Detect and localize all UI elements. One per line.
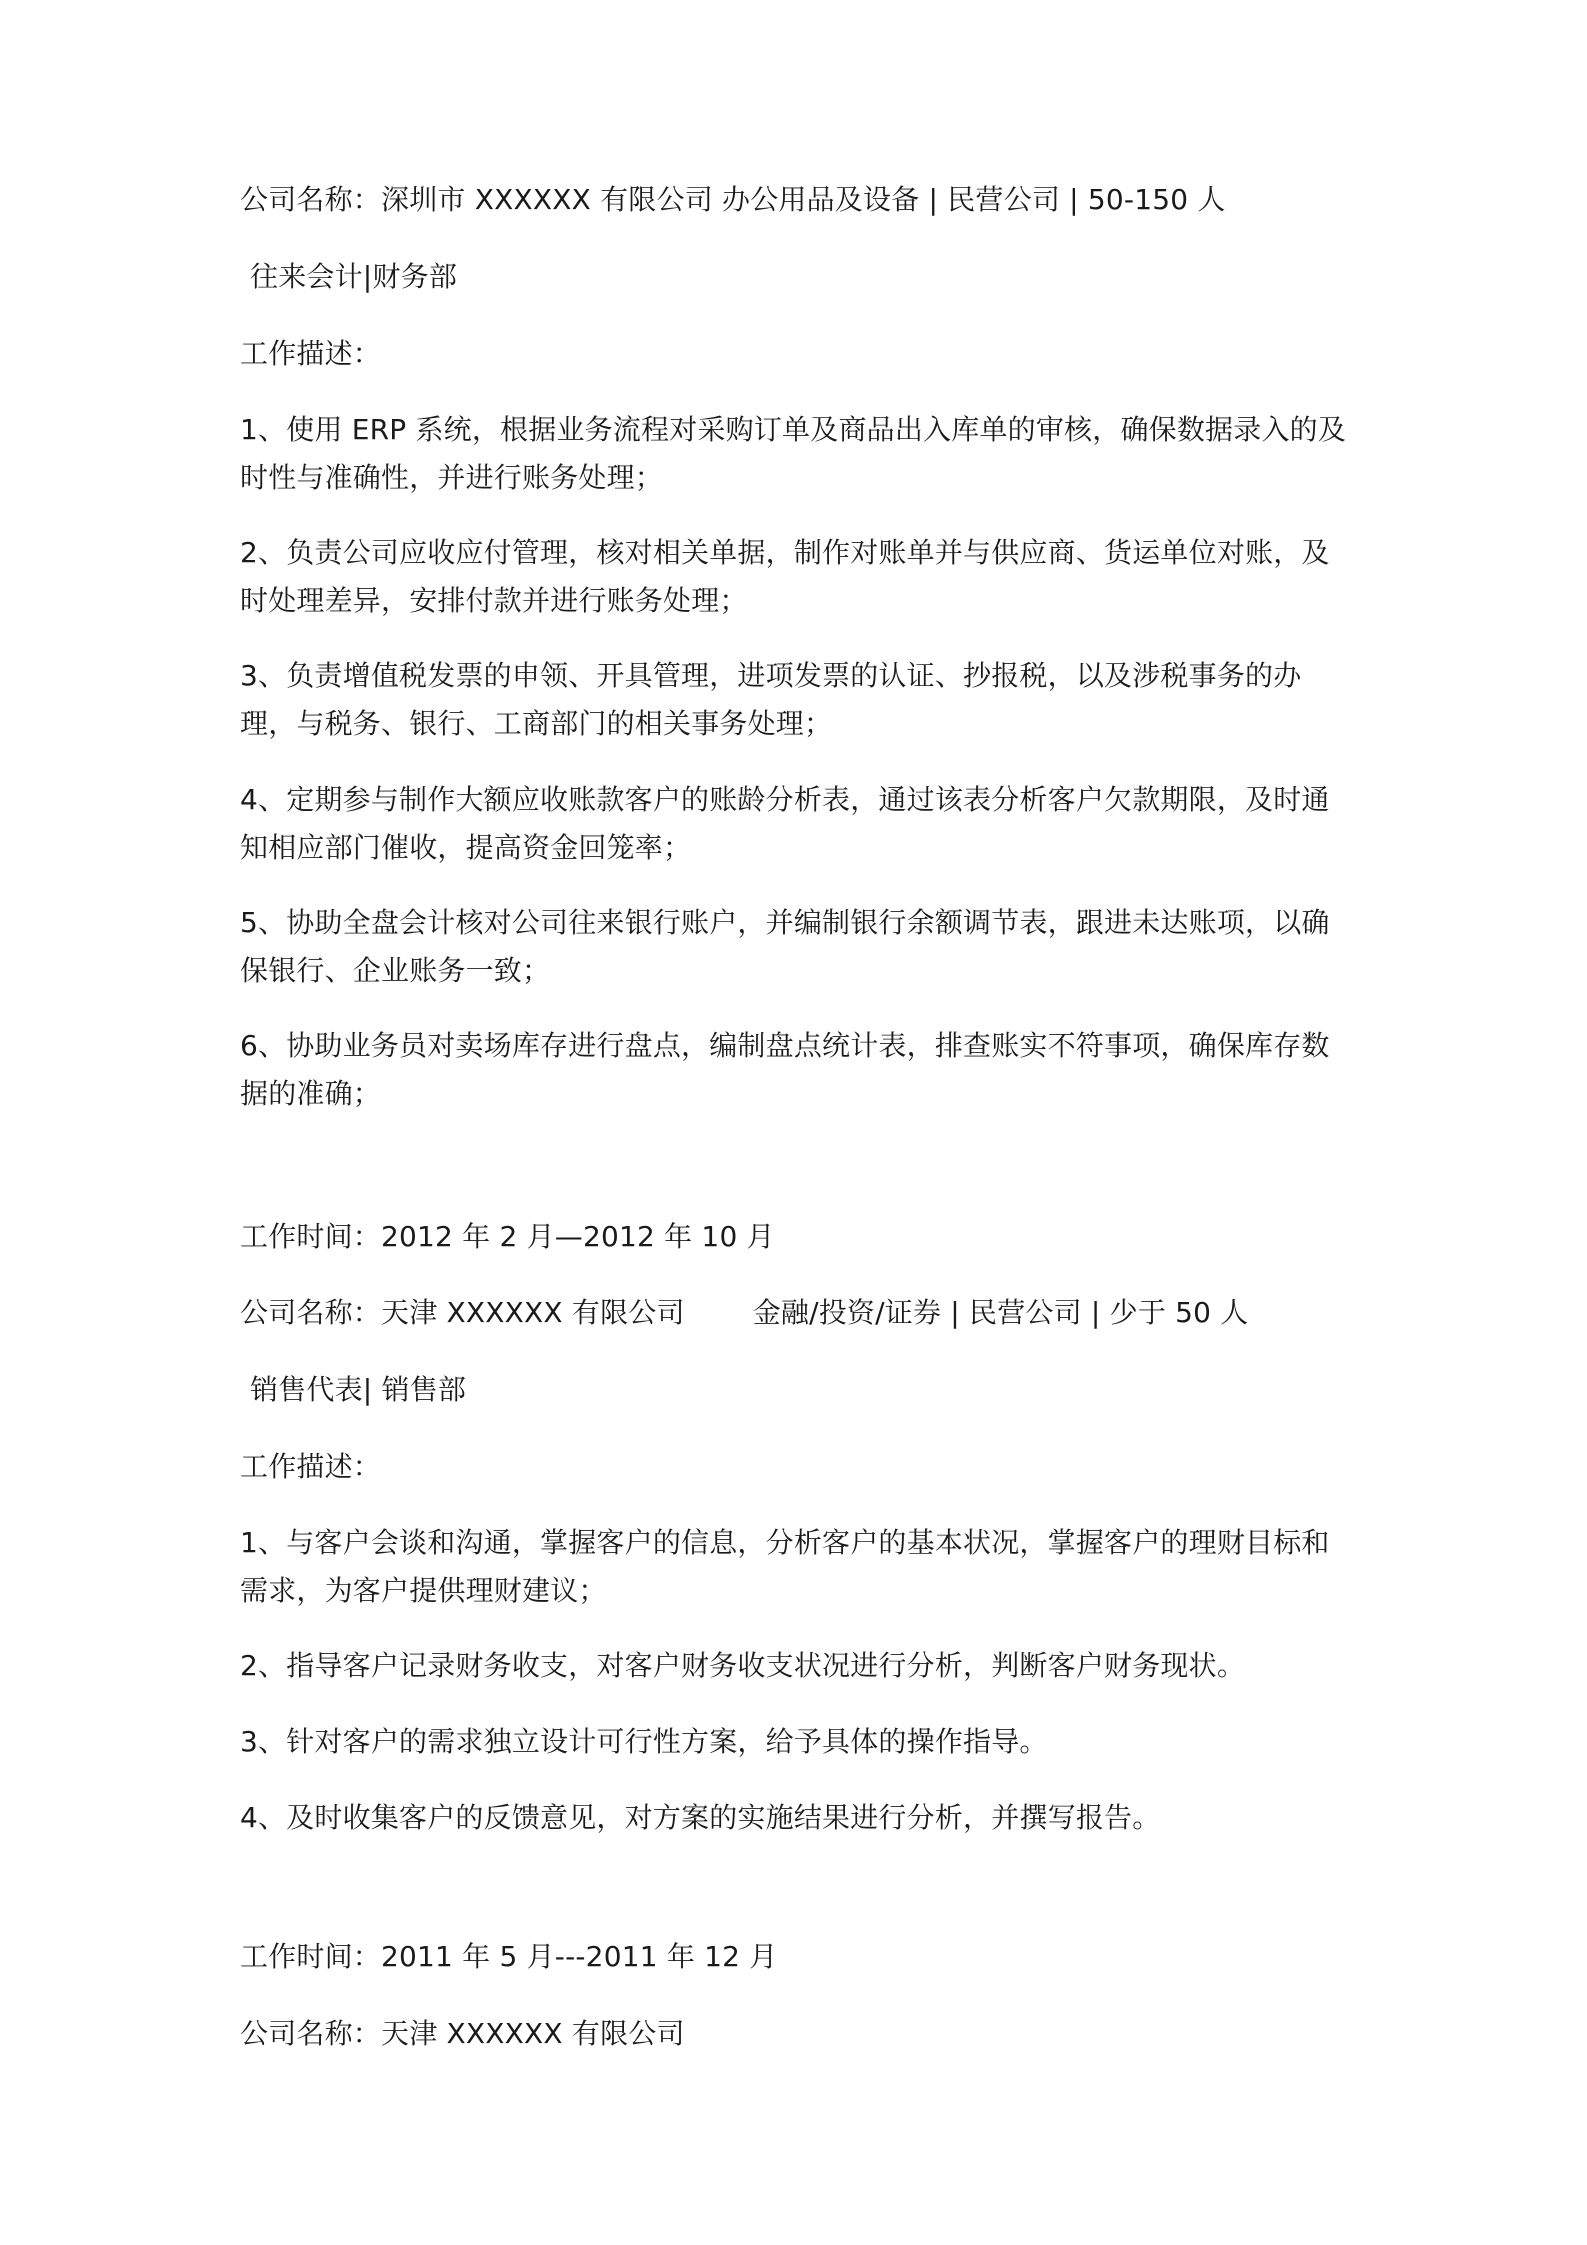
job2-duty-4: 4、及时收集客户的反馈意见，对方案的实施结果进行分析，并撰写报告。 (240, 1801, 1161, 1834)
job2-position: 销售代表| 销售部 (250, 1373, 467, 1406)
job3-company-name: 公司名称：天津 XXXXXX 有限公司 (240, 2017, 685, 2050)
job2-company-line (240, 1289, 1248, 1337)
job1-duty-6: 6、协助业务员对卖场库存进行盘点，编制盘点统计表，排查账实不符事项，确保库存数据的准确； (240, 1029, 1330, 1110)
job1-description-label: 工作描述： (240, 337, 382, 370)
job1-position: 往来会计|财务部 (250, 260, 458, 293)
job2-duty-3: 3、针对客户的需求独立设计可行性方案，给予具体的操作指导。 (240, 1725, 1048, 1758)
job1-duty-2: 2、负责公司应收应付管理，核对相关单据，制作对账单并与供应商、货运单位对账，及时处理差异，安排付款并进行账务处理； (240, 536, 1330, 617)
job1-duty-3: 3、负责增值税发票的申领、开具管理，进项发票的认证、抄报税，以及涉税事务的办理，与税务、银行、工商部门的相关事务处理； (240, 659, 1302, 740)
job2-company-info: 金融/投资/证券 | 民营公司 | 少于 50 人 (752, 1296, 1249, 1329)
job2-description-label: 工作描述： (240, 1450, 382, 1483)
job2-duty-1: 1、与客户会谈和沟通，掌握客户的信息，分析客户的基本状况，掌握客户的理财目标和需求，为客户提供理财建议； (240, 1526, 1330, 1607)
job2-time-line: 工作时间：2012 年 2 月—2012 年 10 月 (240, 1220, 775, 1253)
job1-duty-4: 4、定期参与制作大额应收账款客户的账龄分析表，通过该表分析客户欠款期限，及时通知相应部门催收，提高资金回笼率； (240, 783, 1330, 864)
job2-duty-2: 2、指导客户记录财务收支，对客户财务收支状况进行分析，判断客户财务现状。 (240, 1649, 1246, 1682)
job3-time-line: 工作时间：2011 年 5 月---2011 年 12 月 (240, 1940, 778, 1973)
job1-duty-5: 5、协助全盘会计核对公司往来银行账户，并编制银行余额调节表，跟进未达账项，以确保银行、企业账务一致； (240, 906, 1330, 987)
job1-duty-1: 1、使用 ERP 系统，根据业务流程对采购订单及商品出入库单的审核，确保数据录入的及时性与准确性，并进行账务处理； (240, 413, 1347, 494)
job2-company-name: 公司名称：天津 XXXXXX 有限公司 (240, 1296, 685, 1329)
job1-company-line: 公司名称：深圳市 XXXXXX 有限公司 办公用品及设备 | 民营公司 | 50-150 人 (240, 183, 1226, 216)
